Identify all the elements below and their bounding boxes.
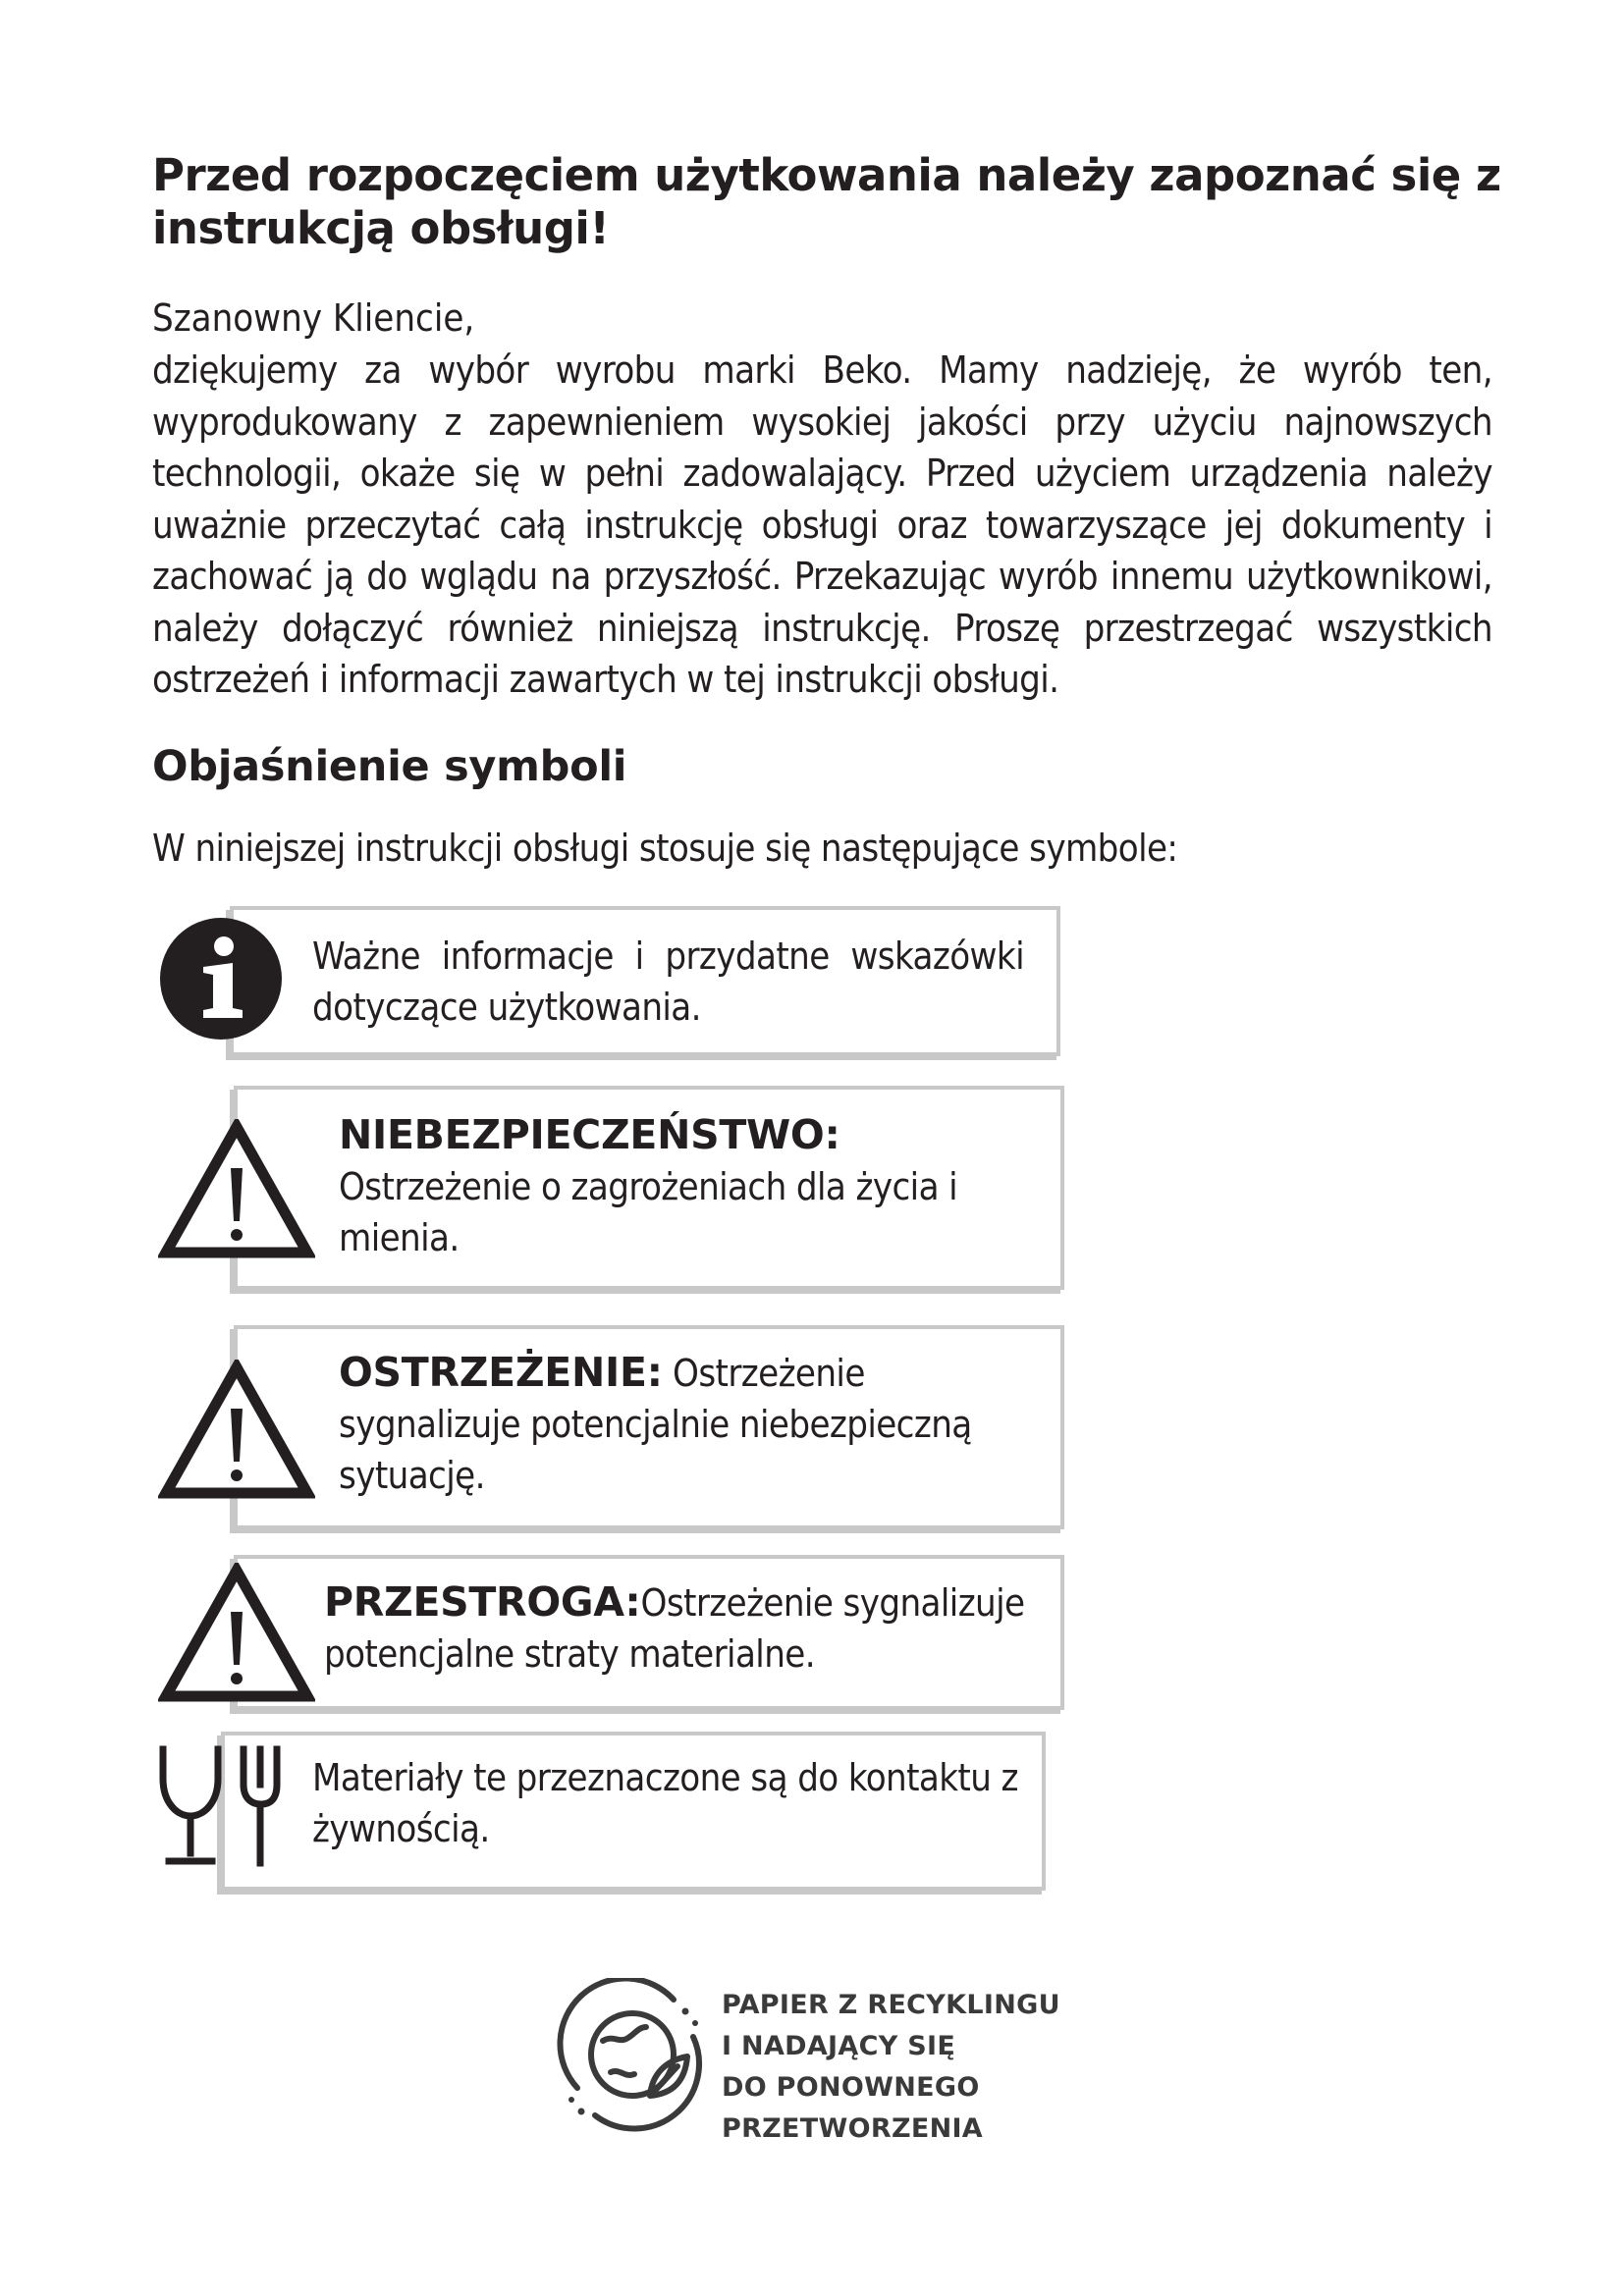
recycled-paper-icon xyxy=(556,1978,713,2135)
symbol-food-contact-description: Materiały te przeznaczone są do kontaktu z żywnością. xyxy=(312,1756,1018,1850)
symbol-caution-text xyxy=(324,1576,1031,1680)
recycling-label xyxy=(722,1985,1060,2150)
symbols-intro: W niniejszej instrukcji obsługi stosuje się następujące symbole: xyxy=(152,827,1178,870)
salutation: Szanowny Kliencie, xyxy=(152,296,475,340)
symbol-caution-description: Ostrzeżenie sygnalizuje potencjalne straty materialne. xyxy=(324,1581,1025,1676)
recycling-line-1: PAPIER Z RECYKLINGU xyxy=(722,1990,1060,2020)
info-icon xyxy=(158,916,284,1041)
warning-triangle-icon xyxy=(158,1360,315,1499)
intro-paragraph: dziękujemy za wybór wyrobu marki Beko. Mamy nadzieję, że wyrób ten, wyprodukowany z zapewnieniem wysokiej jakości przy użyciu najnowszych technologii, okaże się w pełni zadowalający. Przed użyciem urządzenia należy uważnie przeczytać całą instrukcję obsługi oraz towarzyszące jej dokumenty i zachować ją do wglądu na przyszłość. Przekazując wyrób innemu użytkownikowi, należy dołączyć również niniejszą instrukcję. Proszę przestrzegać wszystkich ostrzeżeń i informacji zawartych w tej instrukcji obsługi. xyxy=(152,348,1492,701)
symbol-caution-label: PRZESTROGA: xyxy=(324,1578,641,1626)
title-line-1: Przed rozpoczęciem użytkowania należy zapoznać się z xyxy=(152,149,1501,201)
symbol-warning-text xyxy=(339,1347,1006,1501)
page-title xyxy=(152,149,1507,255)
title-line-2: instrukcją obsługi! xyxy=(152,202,610,254)
recycling-line-2: I NADAJĄCY SIĘ xyxy=(722,2031,956,2061)
recycling-line-3: DO PONOWNEGO xyxy=(722,2072,980,2103)
symbol-warning-label: OSTRZEŻENIE: xyxy=(339,1349,663,1396)
food-contact-icon xyxy=(157,1745,281,1867)
symbol-danger-label: NIEBEZPIECZEŃSTWO: xyxy=(339,1111,840,1158)
symbol-info-text xyxy=(312,931,1024,1033)
warning-triangle-icon xyxy=(158,1563,315,1702)
recycling-line-4: PRZETWORZENIA xyxy=(722,2113,984,2144)
symbol-food-contact-text xyxy=(312,1752,1019,1854)
symbol-warning-description: Ostrzeżenie sygnalizuje potencjalnie niebezpieczną sytuację. xyxy=(339,1352,972,1497)
symbol-danger-text xyxy=(339,1109,1026,1263)
symbol-info-description: Ważne informacje i przydatne wskazówki dotyczące użytkowania. xyxy=(312,934,1024,1029)
symbol-danger-description: Ostrzeżenie o zagrożeniach dla życia i mienia. xyxy=(339,1165,958,1259)
warning-triangle-icon xyxy=(158,1119,315,1258)
symbols-heading: Objaśnienie symboli xyxy=(152,742,627,791)
